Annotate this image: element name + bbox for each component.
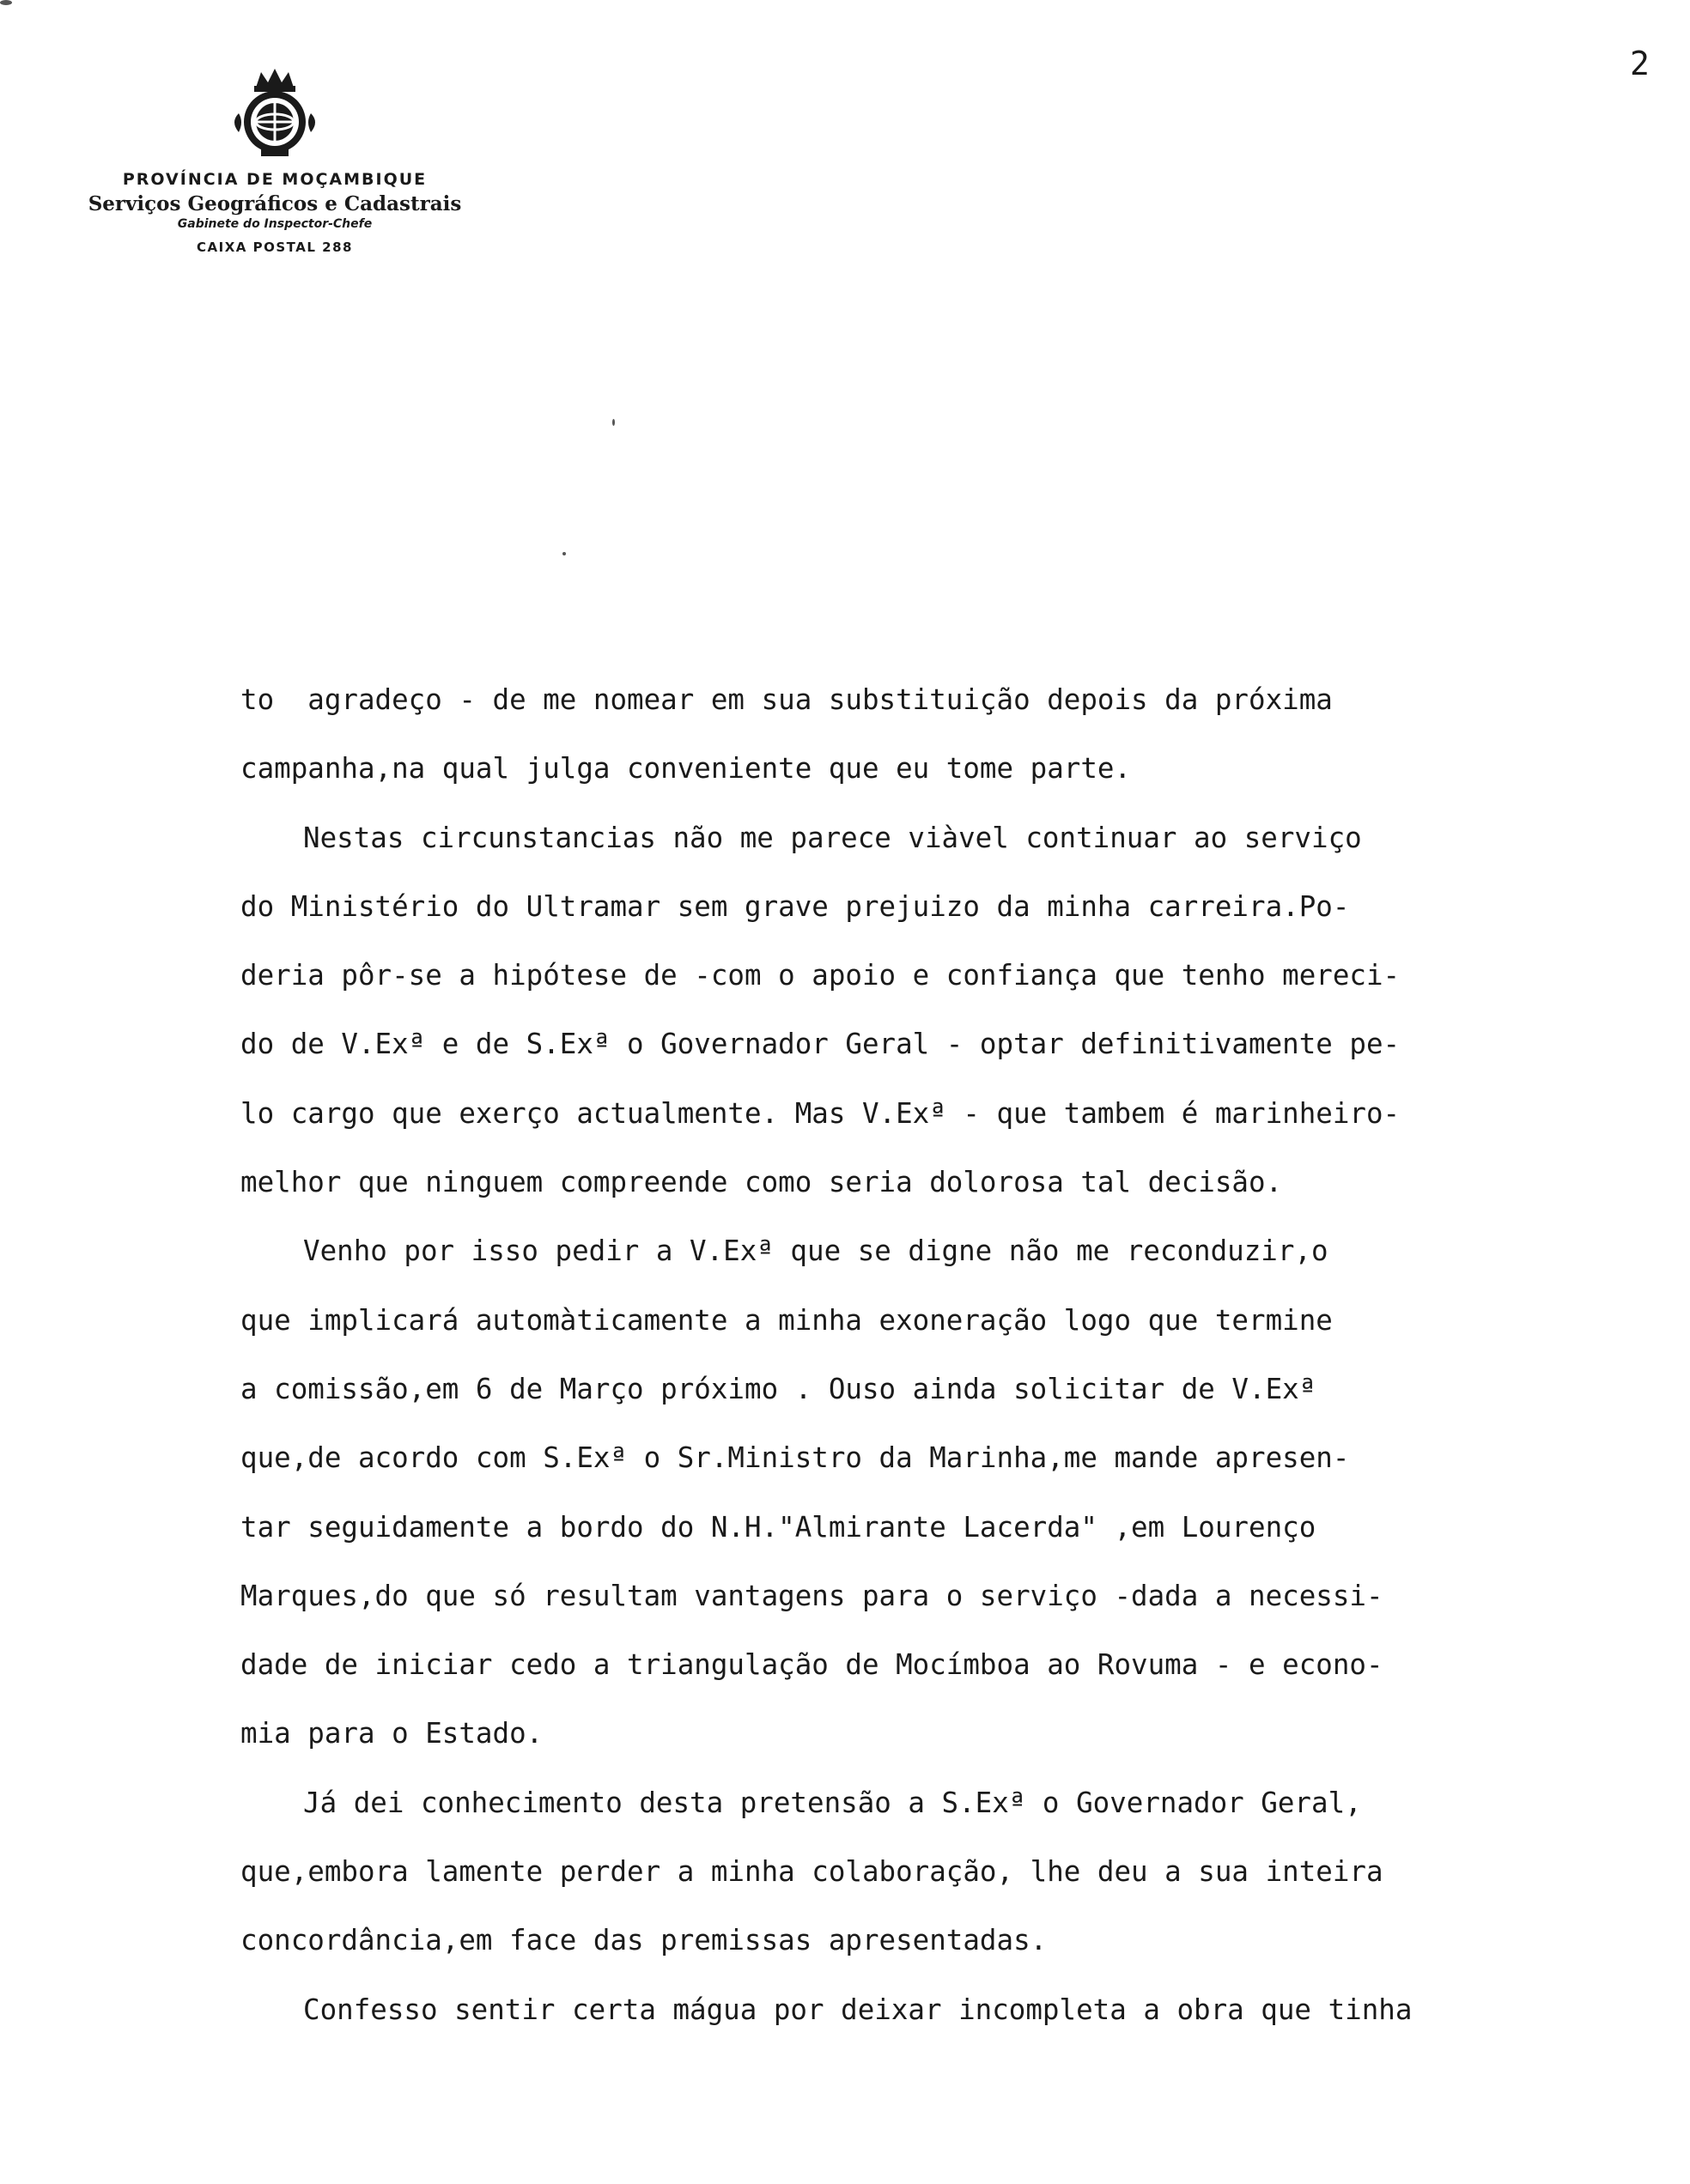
body-line: Venho por isso pedir a V.Exª que se digne não me reconduzir,o xyxy=(303,1235,1328,1268)
body-line: mia para o Estado. xyxy=(240,1717,544,1750)
body-line: melhor que ninguem compreende como seria dolorosa tal decisão. xyxy=(240,1166,1283,1199)
page-number: 2 xyxy=(1630,45,1650,82)
scan-speck xyxy=(612,419,615,426)
body-line: a comissão,em 6 de Março próximo . Ouso ainda solicitar de V.Exª xyxy=(240,1372,1316,1405)
body-line: campanha,na qual julga conveniente que eu tome parte. xyxy=(240,752,1132,786)
body-line: deria pôr-se a hipótese de -com o apoio e confiança que tenho mereci- xyxy=(240,959,1401,992)
body-line: que,de acordo com S.Exª o Sr.Ministro da Marinha,me mande apresen- xyxy=(240,1441,1350,1475)
letter-body xyxy=(240,665,1666,2044)
body-line: Nestas circunstancias não me parece viàvel continuar ao serviço xyxy=(303,821,1362,854)
letterhead-cabinet: Gabinete do Inspector-Chefe xyxy=(177,217,373,231)
letterhead xyxy=(82,60,468,255)
body-line: Marques,do que só resultam vantagens para o serviço -dada a necessi- xyxy=(240,1579,1383,1612)
body-line: Já dei conhecimento desta pretensão a S.Exª o Governador Geral, xyxy=(303,1786,1362,1819)
letterhead-services: Serviços Geográficos e Cadastrais xyxy=(88,192,462,215)
body-line: que,embora lamente perder a minha colaboração, lhe deu a sua inteira xyxy=(240,1855,1383,1889)
scan-speck xyxy=(562,552,566,555)
body-line: do Ministério do Ultramar sem grave prejuizo da minha carreira.Po- xyxy=(240,889,1350,923)
letterhead-postbox: CAIXA POSTAL 288 xyxy=(197,240,353,255)
body-line: tar seguidamente a bordo do N.H."Almirante Lacerda" ,em Lourenço xyxy=(240,1510,1316,1544)
body-line: dade de iniciar cedo a triangulação de Mocímboa ao Rovuma - e econo- xyxy=(240,1648,1383,1682)
body-line: to agradeço - de me nomear em sua substituição depois da próxima xyxy=(240,683,1333,716)
body-line: do de V.Exª e de S.Exª o Governador Geral - optar definitivamente pe- xyxy=(240,1028,1401,1061)
body-line: lo cargo que exerço actualmente. Mas V.Exª - que tambem é marinheiro- xyxy=(240,1096,1401,1130)
scan-speck xyxy=(0,0,12,5)
coat-of-arms-icon xyxy=(223,60,326,163)
letterhead-province: PROVÍNCIA DE MOÇAMBIQUE xyxy=(122,170,428,189)
body-line: Confesso sentir certa mágua por deixar incompleta a obra que tinha xyxy=(303,1993,1413,2026)
body-line: que implicará automàticamente a minha exoneração logo que termine xyxy=(240,1303,1333,1337)
body-line: concordância,em face das premissas apresentadas. xyxy=(240,1924,1048,1957)
